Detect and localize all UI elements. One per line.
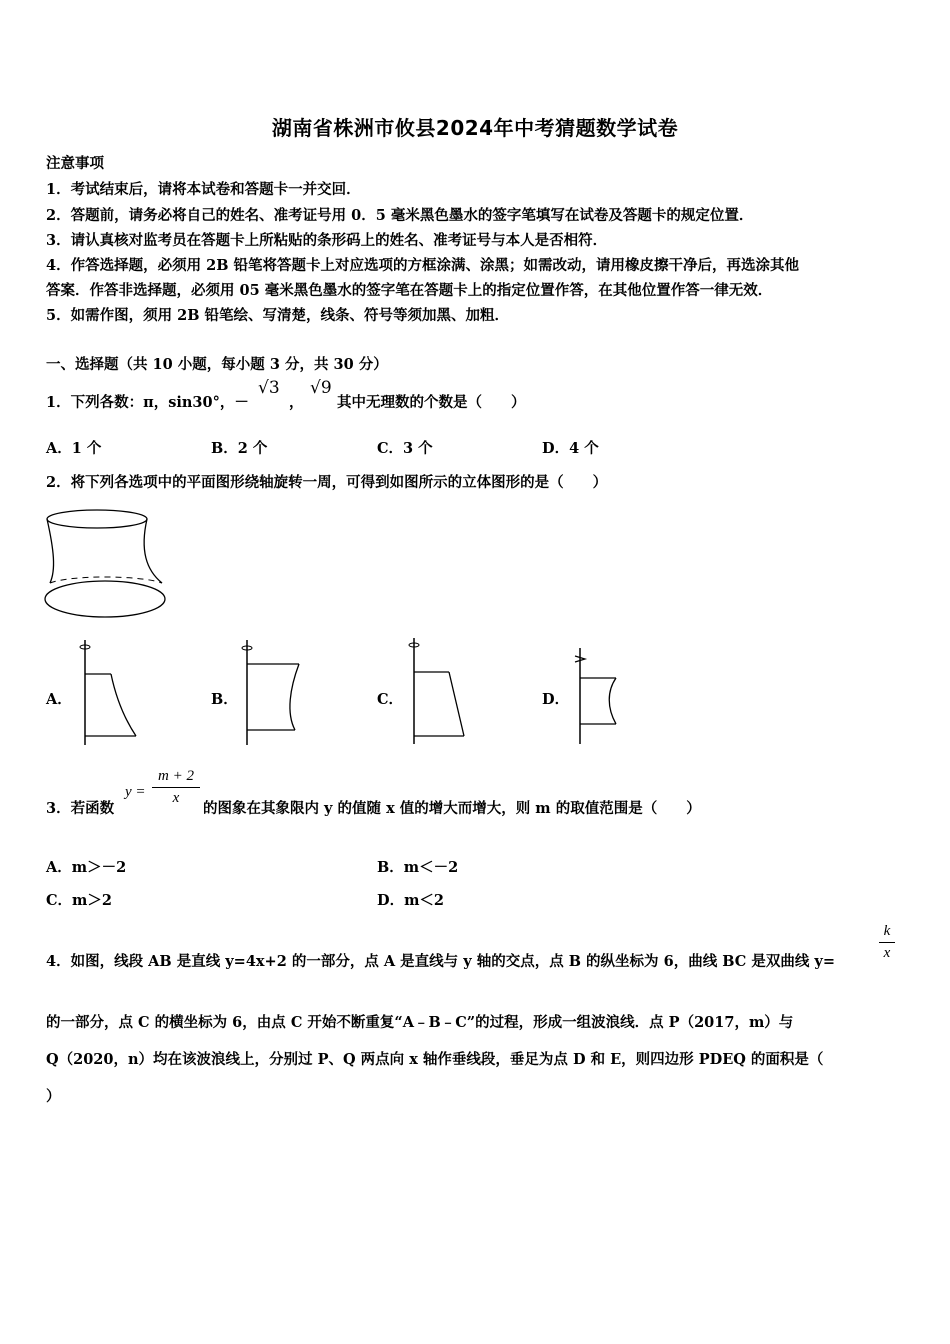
page-title: 湖南省株洲市攸县2024年中考猜题数学试卷 [271, 116, 679, 140]
q3-formula-numerator: m + 2 [158, 768, 194, 784]
q2-option-d-figure [571, 646, 631, 748]
notice-item-2: 2．答题前，请务必将自己的姓名、准考证号用 0．5 毫米黑色墨水的签字笔填写在试卷及答题卡的规定位置． [46, 207, 754, 224]
q1-option-d: D．4 个 [542, 440, 599, 457]
q4-hyperbola-fraction [879, 923, 895, 962]
fraction-bar [152, 787, 200, 788]
q1-stem-end: 其中无理数的个数是（ ） [337, 394, 526, 411]
q2-option-b-figure [238, 638, 308, 748]
q2-option-a-figure [76, 638, 146, 748]
q2-stem: 2．将下列各选项中的平面图形绕轴旋转一周，可得到如图所示的立体图形的是（ ） [46, 474, 608, 491]
section-heading: 一、选择题（共 10 小题，每小题 3 分，共 30 分） [46, 356, 388, 373]
q4-line-1: 4．如图，线段 AB 是直线 y=4x+2 的一部分，点 A 是直线与 y 轴的交点，点 B 的纵坐标为 6，曲线 BC 是双曲线 y= [46, 953, 835, 970]
q3-formula-lhs: y = [125, 784, 146, 800]
q3-option-c: C．m＞2 [46, 892, 112, 909]
q1-comma: ， [289, 394, 304, 411]
q3-stem-end: 的图象在其象限内 y 的值随 x 值的增大而增大，则 m 的取值范围是（ ） [203, 800, 701, 817]
q2-option-d-label: D． [542, 691, 570, 708]
q4-line-2: 的一部分，点 C 的横坐标为 6，由点 C 开始不断重复“A﹣B﹣C”的过程，形成一组波浪线．点 P（2017，m）与 [46, 1014, 794, 1031]
q1-stem-start: 1．下列各数：π，sin30°，－ [46, 394, 249, 411]
q3-option-a: A．m＞－2 [46, 859, 127, 876]
fraction-bar [879, 942, 895, 943]
notice-heading: 注意事项 [46, 155, 104, 172]
q1-option-c: C．3 个 [377, 440, 433, 457]
q1-option-b: B．2 个 [211, 440, 268, 457]
q2-option-c-figure [405, 636, 475, 748]
q4-line-3: Q（2020，n）均在该波浪线上，分别过 P、Q 两点向 x 轴作垂线段，垂足为点 D 和 E，则四边形 PDEQ 的面积是（ [46, 1051, 824, 1068]
q3-option-d: D．m＜2 [377, 892, 445, 909]
q4-fraction-numerator: k [883, 923, 891, 939]
q4-line-4: ） [46, 1088, 61, 1105]
q2-option-b-label: B． [211, 691, 238, 708]
notice-item-4-cont: 答案．作答非选择题，必须用 05 毫米黑色墨水的签字笔在答题卡上的指定位置作答，在其他位置作答一律无效． [46, 282, 773, 299]
q1-option-a: A．1 个 [46, 440, 102, 457]
notice-item-3: 3．请认真核对监考员在答题卡上所粘贴的条形码上的姓名、准考证号与本人是否相符． [46, 232, 608, 249]
q2-option-a-label: A． [46, 691, 72, 708]
notice-item-5: 5．如需作图，须用 2B 铅笔绘、写清楚，线条、符号等须加黑、加粗． [46, 307, 510, 324]
q3-stem-start: 3．若函数 [46, 800, 115, 817]
q1-sqrt3: √3 [258, 378, 280, 398]
q3-formula-denominator: x [172, 790, 180, 806]
q3-option-b: B．m＜－2 [377, 859, 459, 876]
q4-fraction-denominator: x [883, 945, 891, 961]
q3-formula-fraction [152, 768, 200, 807]
q2-solid-figure [40, 505, 175, 625]
notice-item-1: 1．考试结束后，请将本试卷和答题卡一并交回． [46, 181, 361, 198]
q2-option-c-label: C． [377, 691, 404, 708]
q1-sqrt9: √9 [310, 378, 332, 398]
notice-item-4: 4．作答选择题，必须用 2B 铅笔将答题卡上对应选项的方框涂满、涂黑；如需改动，请用橡皮擦干净后，再选涂其他 [46, 257, 800, 274]
